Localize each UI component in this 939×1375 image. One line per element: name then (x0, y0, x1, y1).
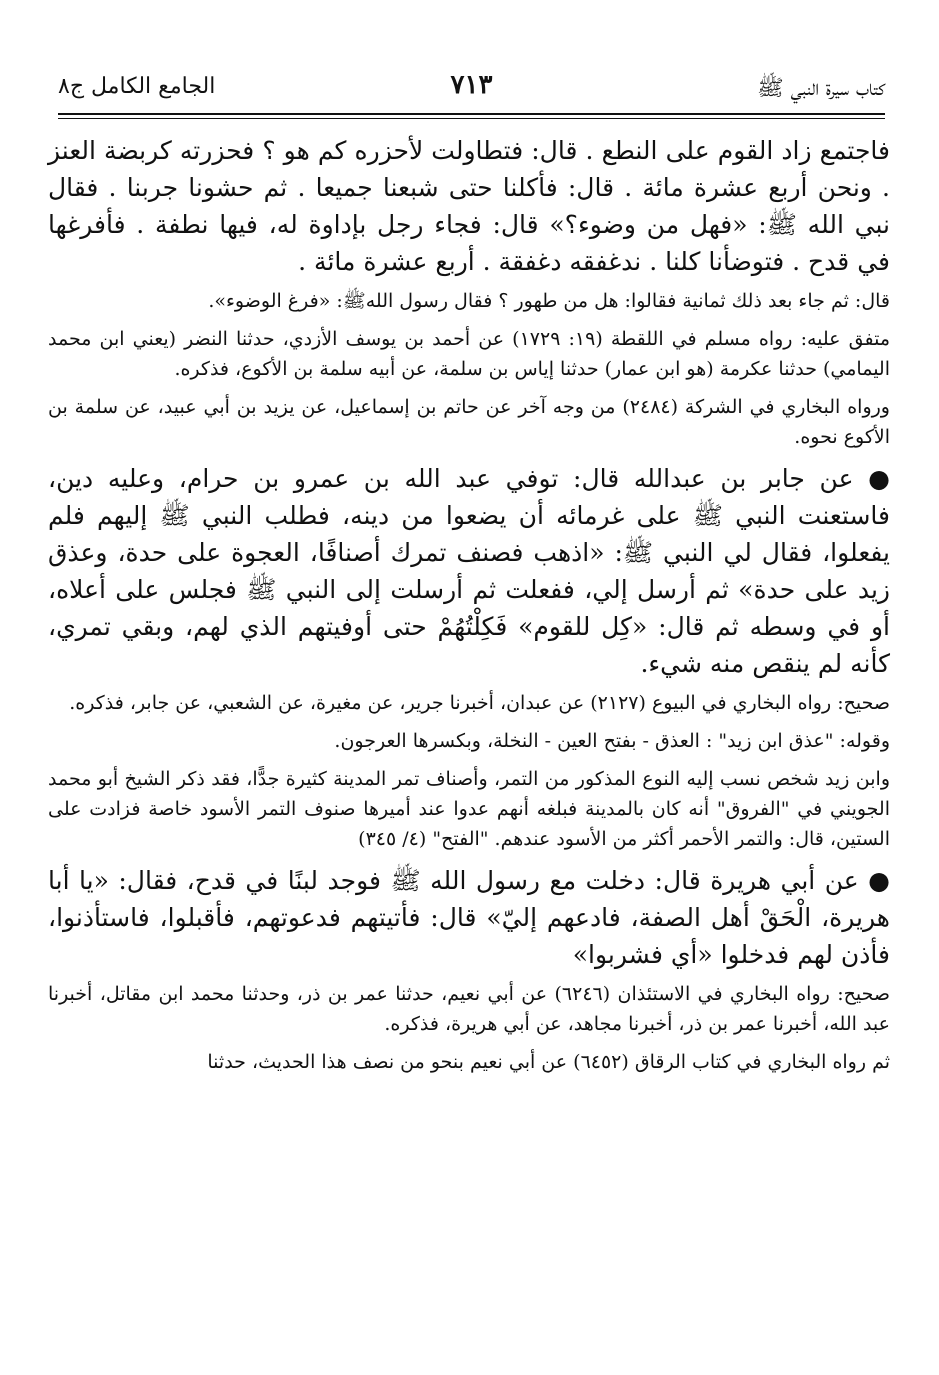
header-rule-thin (58, 118, 885, 119)
commentary-paragraph: وابن زيد شخص نسب إليه النوع المذكور من التمر، وأصناف تمر المدينة كثيرة جدًّا، فقد ذكر الشيخ أبو محمد الجويني في "الفروق" أنه كان بالمدينة فبلغه أنهم عدوا عند أميرها صنوف التمر الأسود خاصة فزادت على الستين، قال: والتمر الأحمر أكثر من الأسود عندهم. "الفتح" (٤/ ٣٤٥) (48, 768, 890, 850)
commentary-paragraph: وقوله: "عذق ابن زيد" : العذق - بفتح العين - النخلة، وبكسرها العرجون. (334, 730, 890, 752)
takhrij-paragraph: متفق عليه: رواه مسلم في اللقطة (١٩: ١٧٢٩) عن أحمد بن يوسف الأزدي، حدثنا النضر (يعني ابن محمد اليمامي) حدثنا عكرمة (هو ابن عمار) حدثنا إياس بن سلمة، عن أبيه سلمة بن الأكوع، فذكره. (48, 328, 890, 380)
note-paragraph: قال: ثم جاء بعد ذلك ثمانية فقالوا: هل من طهور ؟ فقال رسول اللهﷺ: «فرغ الوضوء». (208, 290, 890, 312)
volume-title: الجامع الكامل ج٨ (58, 74, 216, 99)
page-body (48, 132, 890, 1085)
hadith-paragraph: ● عن أبي هريرة قال: دخلت مع رسول الله ﷺ فوجد لبنًا في قدح، فقال: «يا أبا هريرة، الْحَقْ أهل الصفة، فادعهم إليّ» قال: فأتيتهم فدعوتهم، فأقبلوا، فاستأذنوا، فأذن لهم فدخلوا «أي فشربوا» (48, 866, 890, 969)
header-rule-thick (58, 113, 885, 115)
page-number: ٧١٣ (450, 70, 493, 100)
page-header (58, 66, 885, 106)
takhrij-paragraph: ورواه البخاري في الشركة (٢٤٨٤) من وجه آخر عن حاتم بن إسماعيل، عن يزيد بن أبي عبيد، عن سلمة بن الأكوع نحوه. (48, 396, 890, 448)
takhrij-paragraph: صحيح: رواه البخاري في البيوع (٢١٢٧) عن عبدان، أخبرنا جرير، عن مغيرة، عن الشعبي، عن جابر، فذكره. (69, 692, 890, 714)
takhrij-paragraph: ثم رواه البخاري في كتاب الرقاق (٦٤٥٢) عن أبي نعيم بنحو من نصف هذا الحديث، حدثنا (207, 1051, 890, 1073)
hadith-paragraph: ● عن جابر بن عبدالله قال: توفي عبد الله بن عمرو بن حرام، وعليه دين، فاستعنت النبي ﷺ على غرمائه أن يضعوا من دينه، فطلب النبي ﷺ إليهم فلم يفعلوا، فقال لي النبي ﷺ: «اذهب فصنف تمرك أصنافًا، العجوة على حدة، وعذق زيد على حدة» ثم أرسل إلي، ففعلت ثم أرسلت إلى النبي ﷺ فجلس على أعلاه، أو في وسطه ثم قال: «كِل للقوم» فَكِلْتُهُمْ حتى أوفيتهم الذي لهم، وبقي تمري، كأنه لم ينقص منه شيء. (48, 464, 890, 678)
hadith-paragraph: فاجتمع زاد القوم على النطع . قال: فتطاولت لأحزره كم هو ؟ فحزرته كربضة العنز . ونحن أربع عشرة مائة . قال: فأكلنا حتى شبعنا جميعا . ثم حشونا جربنا . فقال نبي الله ﷺ: «فهل من وضوء؟» قال: فجاء رجل بإداوة له، فيها نطفة . فأفرغها في قدح . فتوضأنا كلنا . ندغفقه دغفقة . أربع عشرة مائة . (48, 136, 890, 276)
takhrij-paragraph: صحيح: رواه البخاري في الاستئذان (٦٢٤٦) عن أبي نعيم، حدثنا عمر بن ذر، وحدثنا محمد ابن مقاتل، أخبرنا عبد الله، أخبرنا عمر بن ذر، أخبرنا مجاهد، عن أبي هريرة، فذكره. (48, 983, 890, 1035)
book-title: كتاب سيرة النبي ﷺ (757, 76, 885, 101)
